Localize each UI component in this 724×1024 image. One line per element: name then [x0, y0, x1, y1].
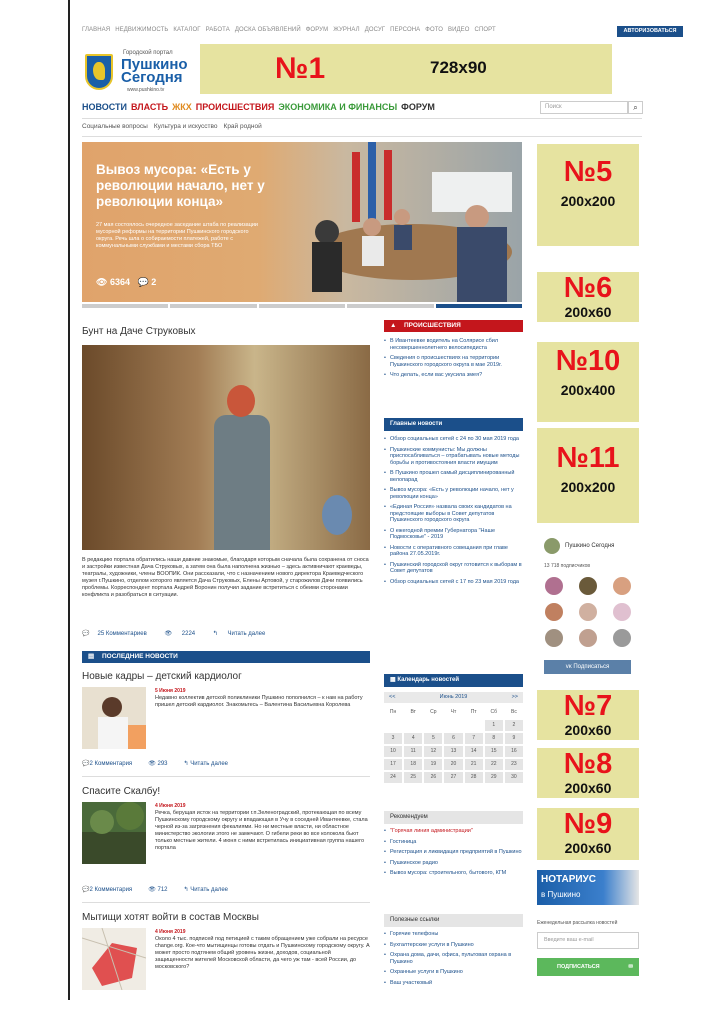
- recommended-header: Рекомендуем: [384, 811, 523, 824]
- search-input[interactable]: Поиск: [540, 101, 628, 114]
- ad-banner-1[interactable]: №1 728x90: [200, 44, 612, 94]
- mainnav-item[interactable]: ВЛАСТЬ: [131, 102, 169, 112]
- calendar-day[interactable]: 17: [384, 759, 402, 770]
- news-1-meta: 💬2 Комментария 👁 293 ↰ Читать далее: [82, 761, 228, 767]
- article-photo[interactable]: [82, 345, 370, 550]
- article-photo-person: [210, 385, 272, 550]
- news-item-3[interactable]: Мытищи хотят войти в состав Москвы 4 Июня 2019 Около 4 тыс. подписей под петицией с таким обращением уже собрали на ресурсе change.org. Кое-что мытищинцы готовы отдать и Пушкинскому городскому округу. А может просто подтянем общий уровень жизни, доходов, социальной защищенности жителей Московской области, да чего уж там - всей России, до московского?: [82, 912, 370, 923]
- list-icon: ▤: [88, 653, 95, 660]
- article-title[interactable]: Бунт на Даче Струковых: [82, 326, 196, 337]
- incident-link[interactable]: • Сведения о происшествиях на территории Пушкинского городского округа в мае 2019г.: [384, 355, 523, 368]
- incidents-header: ▲ ПРОИСШЕСТВИЯ: [384, 320, 523, 332]
- mainnav-item[interactable]: ЖКХ: [172, 102, 192, 112]
- recommended-link[interactable]: • Вывоз мусора: строительного, бытового, КГМ: [384, 870, 523, 877]
- calendar-day: [384, 720, 402, 731]
- useful-link[interactable]: • Охрана дома, дачи, офиса, пультовая охрана в Пушкино: [384, 952, 523, 965]
- calendar-weekday: Вс: [510, 709, 517, 715]
- notary-banner[interactable]: НОТАРИУС в Пушкино: [537, 870, 639, 905]
- page-frame: [68, 22, 688, 1007]
- topnav-item[interactable]: ДОСУГ: [364, 27, 386, 33]
- calendar-day[interactable]: 1: [485, 720, 503, 731]
- eye-icon: 👁: [164, 631, 173, 637]
- incident-link[interactable]: • Что делать, если вас укусила змея?: [384, 372, 523, 379]
- vk-icon: ᴠᴋ: [565, 664, 572, 670]
- topnav-item[interactable]: ВИДЕО: [447, 27, 470, 33]
- search-icon[interactable]: ⌕: [628, 101, 643, 114]
- ad-banner-10[interactable]: №10 200x400: [537, 342, 639, 422]
- calendar-day[interactable]: 2: [505, 720, 523, 731]
- main-navigation: [82, 102, 439, 112]
- subnav-item[interactable]: Край родной: [223, 123, 262, 130]
- main-news-link[interactable]: • Пушкинские коммунисты: Мы должны приспосабливаться – отрабатывать новые методы борьбы и противостояния власти имущим: [384, 447, 523, 467]
- calendar-day[interactable]: 23: [505, 759, 523, 770]
- calendar-day[interactable]: 9: [505, 733, 523, 744]
- topnav-item[interactable]: ДОСКА ОБЪЯВЛЕНИЙ: [234, 27, 301, 33]
- sub-navigation: [82, 123, 268, 130]
- main-news-list: [384, 436, 523, 589]
- calendar-weekday: Чт: [450, 709, 457, 715]
- ad-banner-8[interactable]: №8 200x60: [537, 748, 639, 798]
- calendar-weekday: Ср: [430, 709, 437, 715]
- article-meta: 💬 25 Комментариев 👁 2224 ↰ Читать далее: [82, 631, 266, 637]
- main-news-header: Главные новости: [384, 418, 523, 431]
- subnav-item[interactable]: Социальные вопросы: [82, 123, 148, 130]
- main-news-link[interactable]: • Вывоз мусора: «Есть у революции начало, нет у революции конца»: [384, 487, 523, 500]
- calendar-day[interactable]: 4: [404, 733, 422, 744]
- vk-widget: [537, 533, 639, 683]
- topnav-item[interactable]: НЕДВИЖИМОСТЬ: [115, 27, 169, 33]
- vk-subscriber-count: 13 718 подписчиков: [544, 563, 591, 569]
- logo-url: www.pushkino.tv: [127, 87, 165, 93]
- calendar-day[interactable]: 13: [444, 746, 462, 757]
- useful-link[interactable]: • Горячие телефоны: [384, 931, 523, 938]
- news-photo-river: [82, 802, 146, 864]
- calendar-day[interactable]: 11: [404, 746, 422, 757]
- useful-link[interactable]: • Ваш участковый: [384, 980, 523, 987]
- calendar-day[interactable]: 27: [444, 772, 462, 783]
- main-news-link[interactable]: • О ежегодной премии Губернатора "Наше Подмосковье" - 2019: [384, 528, 523, 541]
- calendar-day[interactable]: 21: [465, 759, 483, 770]
- recommended-link[interactable]: • Пушкинское радио: [384, 860, 523, 867]
- login-button[interactable]: АВТОРИЗОВАТЬСЯ: [617, 26, 683, 37]
- calendar-day[interactable]: 19: [424, 759, 442, 770]
- calendar-day[interactable]: 25: [404, 772, 422, 783]
- topnav-item[interactable]: СПОРТ: [474, 27, 496, 33]
- comment-icon: 💬: [82, 631, 90, 637]
- subnav-item[interactable]: Культура и искусство: [153, 123, 218, 130]
- calendar-day[interactable]: 26: [424, 772, 442, 783]
- news-photo-map: [82, 928, 146, 990]
- topnav-item[interactable]: ГЛАВНАЯ: [82, 27, 111, 33]
- useful-link[interactable]: • Охранные услуги в Пушкино: [384, 969, 523, 976]
- vk-subscribe-button[interactable]: ᴠᴋ Подписаться: [544, 660, 631, 674]
- calendar-day: [465, 720, 483, 731]
- newsletter-subscribe-button[interactable]: ПОДПИСАТЬСЯ ✉: [537, 958, 639, 976]
- useful-links-header: Полезные ссылки: [384, 914, 523, 927]
- calendar-day[interactable]: 10: [384, 746, 402, 757]
- calendar-day[interactable]: 12: [424, 746, 442, 757]
- alert-icon: ▲: [390, 322, 397, 329]
- hero-title[interactable]: Вывоз мусора: «Есть у революции начало, нет у революции конца»: [96, 162, 265, 209]
- calendar-day[interactable]: 14: [465, 746, 483, 757]
- calendar-weekday: Пт: [470, 709, 477, 715]
- recommended-link[interactable]: • "Горячая линия администрации": [384, 828, 523, 835]
- incident-link[interactable]: • В Ивантеевке водитель на Солярисе сбил несовершеннолетнего велосипедиста: [384, 338, 523, 351]
- topnav-item[interactable]: ФОТО: [425, 27, 443, 33]
- site-logo[interactable]: [85, 50, 197, 96]
- calendar-day[interactable]: 7: [465, 733, 483, 744]
- main-news-link[interactable]: • «Единая Россия» назвала своих кандидатов на предстоящие выборы в Совет депутатов Пушкинского городского округа: [384, 504, 523, 524]
- incidents-list: [384, 338, 523, 383]
- calendar-icon: ▦: [390, 677, 396, 683]
- logo-tagline: Городской портал: [123, 50, 173, 56]
- top-navigation: [82, 27, 501, 33]
- news-calendar: [384, 692, 523, 783]
- calendar-day[interactable]: 15: [485, 746, 503, 757]
- newsletter-email-input[interactable]: Введите ваш e-mail: [537, 932, 639, 949]
- news-item-1[interactable]: Новые кадры – детский кардиолог 5 Июня 2019 Недавно коллектив детской поликлиники Пушкино пополнился – к нам на работу пришел детский кардиолог. Знакомьтесь – Валентина Васильевна Королева: [82, 671, 370, 682]
- main-news-link[interactable]: • Обзор социальных сетей с 17 по 23 мая 2019 года: [384, 579, 523, 586]
- main-news-link[interactable]: • В Пушкино прошел самый дисциплинированный велопарад: [384, 470, 523, 483]
- topnav-item[interactable]: ЖУРНАЛ: [333, 27, 360, 33]
- calendar-day[interactable]: 18: [404, 759, 422, 770]
- calendar-day[interactable]: 22: [485, 759, 503, 770]
- calendar-header: ▦ Календарь новостей: [384, 674, 523, 687]
- mainnav-item[interactable]: ФОРУМ: [401, 102, 435, 112]
- calendar-day: [444, 720, 462, 731]
- calendar-next[interactable]: >>: [511, 694, 518, 700]
- vk-group-name[interactable]: Пушкино Сегодня: [565, 543, 615, 549]
- article-excerpt: В редакцию портала обратились наши давние знакомые, благодаря которым сначала была сохранена от сноса и застройки известная Дача Струковых, а затем она была наполнена жизнью – здесь активничают краеведы, театралы, художники, члены ВООПИК. Они рассказали, что с назначением нового директора Краеведческого музея г.Пушкино, отделом которого является Дача Струковых, Елены Артовой, у старожилов Дачи появились проблемы. Корреспондент портала Андрей Воронин получил задание встретиться с обеими сторонами конфликта и разобраться в ситуации.: [82, 557, 369, 598]
- ad-banner-7[interactable]: №7 200x60: [537, 690, 639, 740]
- calendar-day[interactable]: 28: [465, 772, 483, 783]
- main-news-link[interactable]: • Пушкинский городской округ готовится к выборам в Совет депутатов: [384, 562, 523, 575]
- ad-banner-6[interactable]: №6 200x60: [537, 272, 639, 322]
- useful-link[interactable]: • Бухгалтерские услуги в Пушкино: [384, 942, 523, 949]
- calendar-day[interactable]: 30: [505, 772, 523, 783]
- calendar-day[interactable]: 24: [384, 772, 402, 783]
- news-item-2[interactable]: Спасите Скалбу! 4 Июня 2019 Речка, берущая исток на территории г.п.Зеленоградский, протекающая по всему Пушкинскому городскому округу и впадающая в Учу в соседней Ивантеевке, стала черной из-за загрязнения фекалиями. Но ни местные власти, ни областное министерство экологии этого не замечают. О гибели реки во все колокола бьют только местные жители. 4 июня с ними встретилась инициативная группа нашего портала: [82, 786, 370, 797]
- calendar-day[interactable]: 16: [505, 746, 523, 757]
- calendar-weekday: Пн: [389, 709, 397, 715]
- recommended-list: [384, 828, 523, 881]
- reply-icon: ↰: [212, 631, 218, 637]
- mainnav-item[interactable]: НОВОСТИ: [82, 102, 128, 112]
- calendar-prev[interactable]: <<: [389, 694, 396, 700]
- topnav-item[interactable]: КАТАЛОГ: [173, 27, 201, 33]
- recommended-link[interactable]: • Гостиница: [384, 839, 523, 846]
- hero-slider[interactable]: [82, 142, 522, 302]
- topnav-item[interactable]: ФОРУМ: [305, 27, 329, 33]
- ad-banner-5[interactable]: №5 200x200: [537, 144, 639, 246]
- hero-slider-tabs[interactable]: [82, 304, 522, 308]
- mainnav-item[interactable]: ПРОИСШЕСТВИЯ: [195, 102, 275, 112]
- mainnav-item[interactable]: ЭКОНОМИКА И ФИНАНСЫ: [278, 102, 398, 112]
- calendar-day[interactable]: 8: [485, 733, 503, 744]
- main-news-link[interactable]: • Обзор социальных сетей с 24 по 30 мая 2019 года: [384, 436, 523, 443]
- eye-icon: 👁: [96, 277, 108, 287]
- news-2-meta: 💬2 Комментария 👁 712 ↰ Читать далее: [82, 887, 228, 893]
- calendar-day[interactable]: 3: [384, 733, 402, 744]
- calendar-day: [424, 720, 442, 731]
- hero-description: 27 мая состоялось очередное заседание штаба по реализации мусорной реформы на территории Пушкинского городского округа. Речь шла о собираемости платежей, работе с коммунальными службами и местами сбора ТБО: [96, 222, 259, 249]
- calendar-day[interactable]: 20: [444, 759, 462, 770]
- hero-meta: 👁 6364 💬 2: [96, 277, 157, 287]
- newsletter-label: Еженедельная рассылка новостей: [537, 920, 618, 926]
- ad-banner-11[interactable]: №11 200x200: [537, 428, 639, 523]
- comment-icon: 💬: [137, 277, 149, 287]
- mail-icon: ✉: [628, 964, 633, 970]
- main-news-link[interactable]: • Новости с оперативного совещания при главе района 27.05.2019г.: [384, 545, 523, 558]
- useful-links-list: [384, 931, 523, 990]
- calendar-weekday: Вт: [410, 709, 416, 715]
- topnav-item[interactable]: РАБОТА: [205, 27, 230, 33]
- logo-shield-icon: [85, 54, 113, 90]
- calendar-day[interactable]: 5: [424, 733, 442, 744]
- calendar-weekday: Сб: [490, 709, 498, 715]
- calendar-month: Июнь 2019: [439, 694, 468, 700]
- calendar-day: [404, 720, 422, 731]
- ad-banner-9[interactable]: №9 200x60: [537, 808, 639, 860]
- recommended-link[interactable]: • Регистрация и ликвидация предприятий в Пушкино: [384, 849, 523, 856]
- calendar-day[interactable]: 29: [485, 772, 503, 783]
- latest-news-header: ▤ ПОСЛЕДНИЕ НОВОСТИ: [82, 651, 370, 663]
- news-photo-doctor: [82, 687, 146, 749]
- topnav-item[interactable]: ПЕРСОНА: [390, 27, 421, 33]
- vk-group-avatar[interactable]: [544, 538, 560, 554]
- logo-title: Пушкино Сегодня: [121, 56, 188, 86]
- calendar-day[interactable]: 6: [444, 733, 462, 744]
